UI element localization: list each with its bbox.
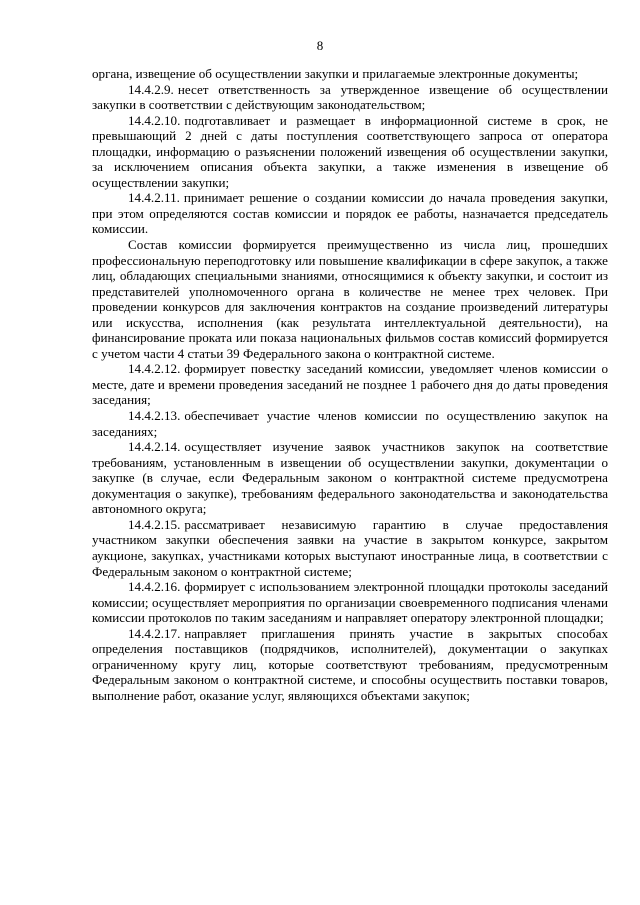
paragraph-text: подготавливает и размещает в информационной системе в срок, не превышающий 2 дней с даты поступления соответствующего запроса от оператора площадки, информацию о разъяснении положений извещения об осуществлении закупки, за исключением описания объекта закупки, а также изменения в извещение об осуществлении закупки; <box>92 112 608 190</box>
paragraph-text: органа, извещение об осуществлении закупки и прилагаемые электронные документы; <box>92 66 579 81</box>
paragraph-continuation <box>92 66 608 82</box>
paragraph-text: несет ответственность за утвержденное извещение об осуществлении закупки в соответствии с действующим законодательством; <box>92 81 608 113</box>
paragraph-text: принимает решение о создании комиссии до начала проведения закупки, при этом определяются состав комиссии и порядок ее работы, назначается председатель комиссии. <box>92 190 608 237</box>
document-body <box>92 66 608 703</box>
paragraph-text: рассматривает независимую гарантию в случае предоставления участником закупки обеспечения заявки на участие в закрытом конкурсе, закрытом аукционе, закупках, участниками которых выступают иностранные лица, в соответствии с Федеральным законом о контрактной системе; <box>92 516 608 579</box>
item-number: 14.4.2.11. <box>128 190 180 206</box>
paragraph-item-14-4-2-13 <box>92 408 608 439</box>
item-number: 14.4.2.13. <box>128 408 181 424</box>
item-number: 14.4.2.15. <box>128 516 181 532</box>
paragraph-item-14-4-2-12 <box>92 361 608 408</box>
paragraph-item-14-4-2-10 <box>92 113 608 191</box>
paragraph-item-14-4-2-16 <box>92 579 608 626</box>
paragraph-item-14-4-2-15 <box>92 517 608 579</box>
paragraph-text: направляет приглашения принять участие в закрытых способах определения поставщиков (подрядчиков, исполнителей), документации о закупках ограниченному кругу лиц, которые соответствуют требованиям, предусмотренным Федеральным законом о контрактной системе, и способны осуществить поставки товаров, выполнение работ, оказание услуг, являющихся объектами закупок; <box>92 625 608 703</box>
paragraph-text: формирует с использованием электронной площадки протоколы заседаний комиссии; осуществляет мероприятия по организации своевременного подписания членами комиссии протоколов по таким заседаниям и направляет оператору электронной площадки; <box>92 579 608 626</box>
paragraph-text: Состав комиссии формируется преимущественно из числа лиц, прошедших профессиональную переподготовку или повышение квалификации в сфере закупок, а также лиц, обладающих специальными знаниями, относящимися к объекту закупки, и состоит из представителей уполномоченного органа в количестве не менее трех человек. При проведении конкурсов для заключения контрактов на создание произведений литературы или искусства, исполнения (как результата интеллектуальной деятельности), на финансирование проката или показа национальных фильмов состав комиссий формируется с учетом части 4 статьи 39 Федерального закона о контрактной системе. <box>92 237 608 361</box>
item-number: 14.4.2.9. <box>128 81 174 97</box>
paragraph-text: осуществляет изучение заявок участников закупок на соответствие требованиям, установленным в извещении об осуществлении закупки, документации о закупке (в случае, если Федеральным законом о контрактной системе предусмотрена документация о закупке), требованиям федерального законодательства и законодательства автономного округа; <box>92 439 608 517</box>
paragraph-item-14-4-2-9 <box>92 82 608 113</box>
paragraph-text: формирует повестку заседаний комиссии, уведомляет членов комиссии о месте, дате и времени проведения заседаний не позднее 1 рабочего дня до даты проведения заседания; <box>92 361 608 408</box>
paragraph-item-14-4-2-17 <box>92 626 608 704</box>
page-number: 8 <box>316 38 324 53</box>
item-number: 14.4.2.14. <box>128 439 181 455</box>
item-number: 14.4.2.17. <box>128 625 181 641</box>
paragraph-item-14-4-2-14 <box>92 439 608 517</box>
item-number: 14.4.2.16. <box>128 579 181 595</box>
paragraph-commission-composition <box>92 237 608 361</box>
paragraph-item-14-4-2-11 <box>92 190 608 237</box>
paragraph-text: обеспечивает участие членов комиссии по осуществлению закупок на заседаниях; <box>92 408 608 439</box>
item-number: 14.4.2.10. <box>128 112 181 128</box>
item-number: 14.4.2.12. <box>128 361 181 377</box>
